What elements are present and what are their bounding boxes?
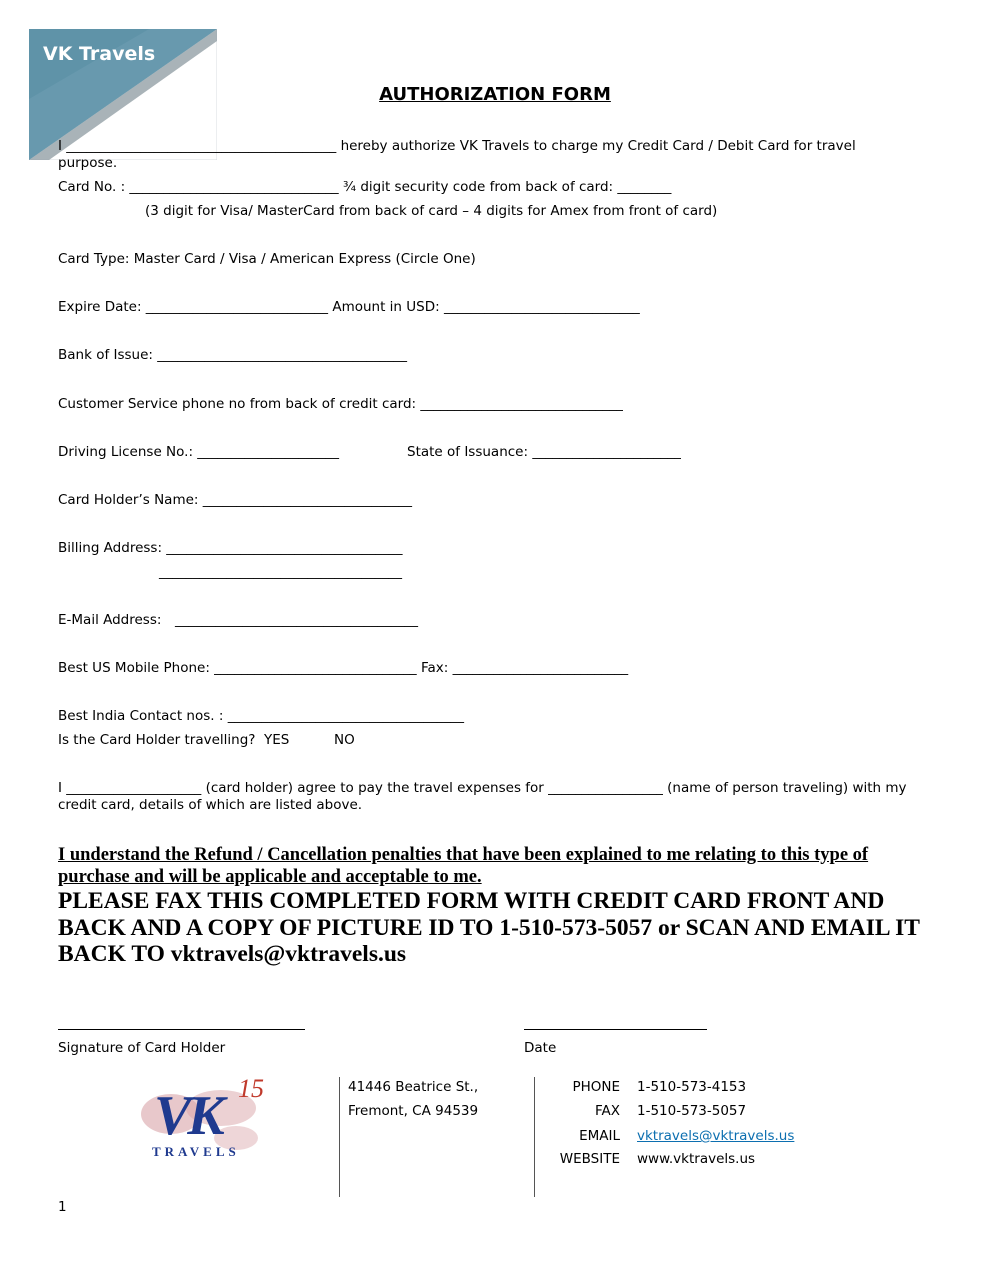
website-label: WEBSITE: [559, 1151, 620, 1167]
driving-license-line: Driving License No.: _____________________: [58, 444, 340, 460]
footer-logo: [126, 1076, 276, 1168]
fax-label: FAX: [594, 1103, 620, 1119]
phone-value: 1-510-573-4153: [637, 1079, 747, 1095]
date-line: [524, 1029, 707, 1030]
card-holder-name-line: Card Holder’s Name: _______________________________: [58, 492, 412, 508]
page-title: AUTHORIZATION FORM: [379, 84, 611, 105]
footer-divider: [339, 1077, 340, 1197]
fax-value: 1-510-573-5057: [637, 1103, 747, 1119]
card-type-line: Card Type: Master Card / Visa / American Express (Circle One): [58, 251, 476, 267]
refund-notice: I understand the Refund / Cancellation penalties that have been explained to me relating to this type of purchase and will be applicable and acceptable to me.: [58, 845, 869, 887]
address-line-2: Fremont, CA 94539: [348, 1103, 479, 1119]
yes-option: YES: [264, 732, 290, 748]
travelling-question: Is the Card Holder travelling?: [58, 732, 256, 748]
footer-logo-mark: VK: [154, 1085, 221, 1147]
website-value: www.vktravels.us: [637, 1151, 756, 1167]
phone-label: PHONE: [572, 1079, 620, 1095]
expire-amount-line: Expire Date: ___________________________ Amount in USD: _____________________________: [58, 299, 640, 315]
signature-line: [58, 1029, 305, 1030]
signature-label: Signature of Card Holder: [58, 1040, 226, 1056]
no-option: NO: [334, 732, 355, 748]
date-label: Date: [524, 1040, 557, 1056]
email-link[interactable]: vktravels@vktravels.us: [637, 1128, 795, 1144]
state-issuance-line: State of Issuance: ______________________: [407, 444, 681, 460]
address-line-1: 41446 Beatrice St.,: [348, 1079, 479, 1095]
footer-logo-years: 15: [238, 1074, 264, 1103]
india-contact-line: Best India Contact nos. : ___________________________________: [58, 708, 464, 724]
customer-service-line: Customer Service phone no from back of credit card: ______________________________: [58, 396, 623, 412]
email-contact-label: EMAIL: [579, 1128, 620, 1144]
billing-address-line: Billing Address: ___________________________________: [58, 540, 403, 556]
footer-divider: [534, 1077, 535, 1197]
page-number: 1: [58, 1199, 67, 1215]
email-blank: ____________________________________: [175, 612, 418, 628]
brand-name: VK Travels: [43, 43, 156, 65]
fax-instruction: PLEASE FAX THIS COMPLETED FORM WITH CREDIT CARD FRONT AND BACK AND A COPY OF PICTURE ID TO 1-510-573-5057 or SCAN AND EMAIL IT BACK TO vktravels@vktravels.us: [58, 888, 920, 967]
email-label: E-Mail Address:: [58, 612, 162, 628]
card-no-line: Card No. : _______________________________ ¾ digit security code from back of card: ________: [58, 179, 672, 195]
security-code-note: (3 digit for Visa/ MasterCard from back of card – 4 digits for Amex from front of card): [145, 203, 718, 219]
bank-of-issue-line: Bank of Issue: _____________________________________: [58, 347, 408, 363]
authorize-line: I ________________________________________ hereby authorize VK Travels to charge my Credit Card / Debit Card for travel purpose.: [58, 138, 856, 171]
billing-address-line-2: ____________________________________: [159, 564, 402, 580]
mobile-fax-line: Best US Mobile Phone: ______________________________ Fax: __________________________: [58, 660, 629, 676]
agreement-line: I ____________________ (card holder) agree to pay the travel expenses for _________________ (name of person traveling) with my credit card, details of which are listed above.: [58, 780, 907, 813]
footer-logo-sub: TRAVELS: [152, 1144, 240, 1159]
